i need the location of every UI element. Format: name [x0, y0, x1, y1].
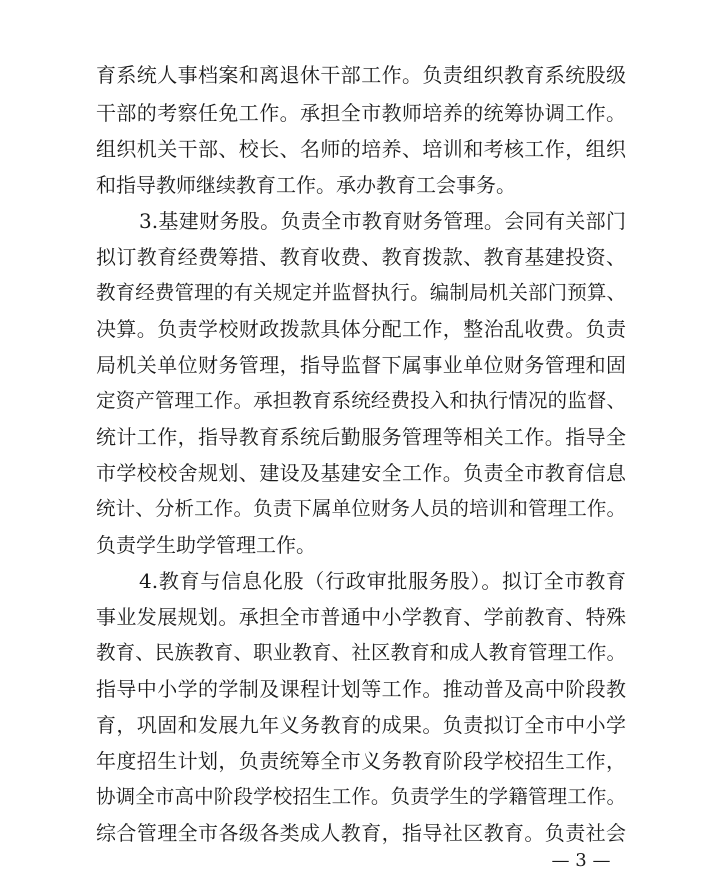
text-line-11: 统计工作，指导教育系统后勤服务管理等相关工作。指导全	[96, 425, 626, 449]
text-line-21: 协调全市高中阶段学校招生工作。负责学生的学籍管理工作。	[96, 785, 626, 808]
page-number: — 3 —	[551, 850, 611, 871]
text-line-12: 市学校校舍规划、建设及基建安全工作。负责全市教育信息	[96, 461, 626, 485]
text-line-20: 年度招生计划，负责统筹全市义务教育阶段学校招生工作，	[96, 749, 626, 773]
text-line-14: 负责学生助学管理工作。	[96, 533, 316, 557]
text-line-16: 事业发展规划。承担全市普通中小学教育、学前教育、特殊	[96, 605, 626, 629]
text-line-7: 教育经费管理的有关规定并监督执行。编制局机关部门预算、	[96, 281, 626, 304]
section-4-heading-line: 4.教育与信息化股（行政审批服务股）。拟订全市教育	[139, 569, 626, 593]
text-line-8: 决算。负责学校财政拨款具体分配工作，整治乱收费。负责	[96, 317, 626, 341]
text-line-1: 育系统人事档案和离退休干部工作。负责组织教育系统股级	[96, 63, 626, 87]
text-line-17: 教育、民族教育、职业教育、社区教育和成人教育管理工作。	[96, 641, 626, 664]
text-line-2: 干部的考察任免工作。承担全市教师培养的统筹协调工作。	[96, 101, 626, 125]
text-line-22: 综合管理全市各级各类成人教育，指导社区教育。负责社会	[96, 821, 626, 845]
text-line-4: 和指导教师继续教育工作。承办教育工会事务。	[96, 173, 516, 197]
text-line-3: 组织机关干部、校长、名师的培养、培训和考核工作，组织	[96, 137, 626, 161]
section-3-heading-line: 3.基建财务股。负责全市教育财务管理。会同有关部门	[139, 209, 626, 233]
text-line-9: 局机关单位财务管理，指导监督下属事业单位财务管理和固	[96, 353, 626, 377]
text-line-10: 定资产管理工作。承担教育系统经费投入和执行情况的监督、	[96, 389, 626, 412]
text-line-19: 育，巩固和发展九年义务教育的成果。负责拟订全市中小学	[96, 713, 626, 737]
text-line-13: 统计、分析工作。负责下属单位财务人员的培训和管理工作。	[96, 497, 626, 520]
text-line-6: 拟订教育经费筹措、教育收费、教育拨款、教育基建投资、	[96, 245, 626, 269]
text-line-18: 指导中小学的学制及课程计划等工作。推动普及高中阶段教	[96, 677, 626, 701]
